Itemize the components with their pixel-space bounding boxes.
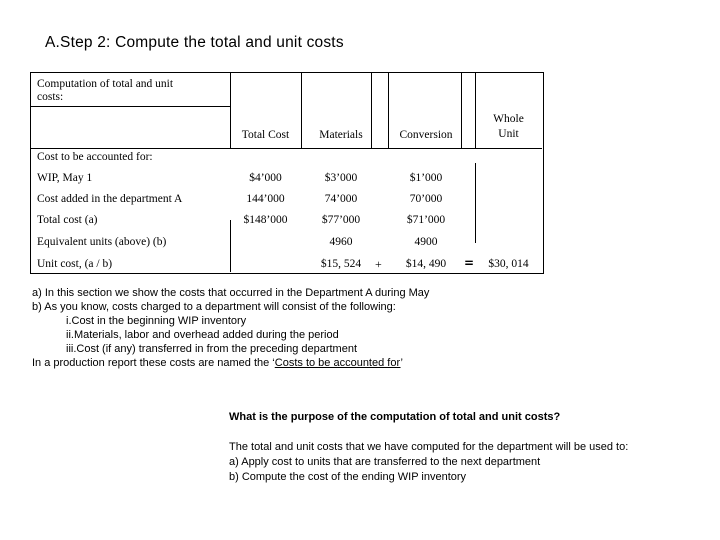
plus-sign: + <box>375 257 382 271</box>
row-materials: $77’000 <box>321 214 361 226</box>
caption-rule <box>31 106 230 107</box>
header-whole-unit-line2: Unit <box>498 128 519 140</box>
row-label: Total cost (a) <box>37 214 98 226</box>
row-label: Cost added in the department A <box>37 193 183 205</box>
header-total-cost: Total Cost <box>241 129 290 141</box>
header-rule <box>31 148 542 149</box>
purpose-item-b: b) Compute the cost of the ending WIP inventory <box>229 471 467 483</box>
purpose-intro: The total and unit costs that we have computed for the department will be used to: <box>229 441 629 453</box>
cost-computation-table <box>30 72 544 274</box>
note-item-i: i.Cost in the beginning WIP inventory <box>66 315 247 327</box>
row-total: 144’000 <box>246 193 285 205</box>
production-report-note: In a production report these costs are named the ‘Costs to be accounted for’ <box>32 357 403 369</box>
equals-sign: = <box>464 256 475 270</box>
purpose-item-a: a) Apply cost to units that are transferred to the next department <box>229 456 541 468</box>
row-conversion: $1’000 <box>409 172 443 184</box>
row-materials: $15, 524 <box>320 258 362 270</box>
row-total: $4’000 <box>249 172 282 184</box>
table-caption: Computation of total and unit costs: <box>37 78 174 103</box>
row-label: Equivalent units (above) (b) <box>37 236 167 248</box>
row-label: Unit cost, (a / b) <box>37 258 113 270</box>
costs-to-be-accounted-term: Costs to be accounted for <box>274 357 401 369</box>
note-a: a) In this section we show the costs that occurred in the Department A during May <box>32 287 430 299</box>
purpose-block <box>229 410 628 485</box>
note-b: b) As you know, costs charged to a department will consist of the following: <box>32 301 396 313</box>
header-conversion: Conversion <box>399 129 453 141</box>
page-title: A.Step 2: Compute the total and unit costs <box>45 34 344 51</box>
header-whole-unit-line1: Whole <box>493 113 524 125</box>
col-border-1b <box>230 220 231 272</box>
header-materials: Materials <box>319 129 363 141</box>
note-item-iii: iii.Cost (if any) transferred in from the preceding department <box>66 343 358 355</box>
col-border-6b <box>475 163 476 243</box>
row-conversion: 4900 <box>414 236 438 248</box>
row-conversion: $71’000 <box>406 214 446 226</box>
row-materials: $3’000 <box>324 172 358 184</box>
row-materials: 74’000 <box>324 193 358 205</box>
row-whole-unit: $30, 014 <box>488 258 529 270</box>
notes-block <box>32 286 429 370</box>
row-total: $148’000 <box>243 214 288 226</box>
note-item-ii: ii.Materials, labor and overhead added during the period <box>66 329 339 341</box>
row-materials: 4960 <box>329 236 353 248</box>
section-label: Cost to be accounted for: <box>37 151 153 163</box>
row-conversion: 70’000 <box>409 193 443 205</box>
purpose-question: What is the purpose of the computation of total and unit costs? <box>229 411 561 423</box>
row-conversion: $14, 490 <box>405 258 447 270</box>
row-label: WIP, May 1 <box>37 172 93 184</box>
